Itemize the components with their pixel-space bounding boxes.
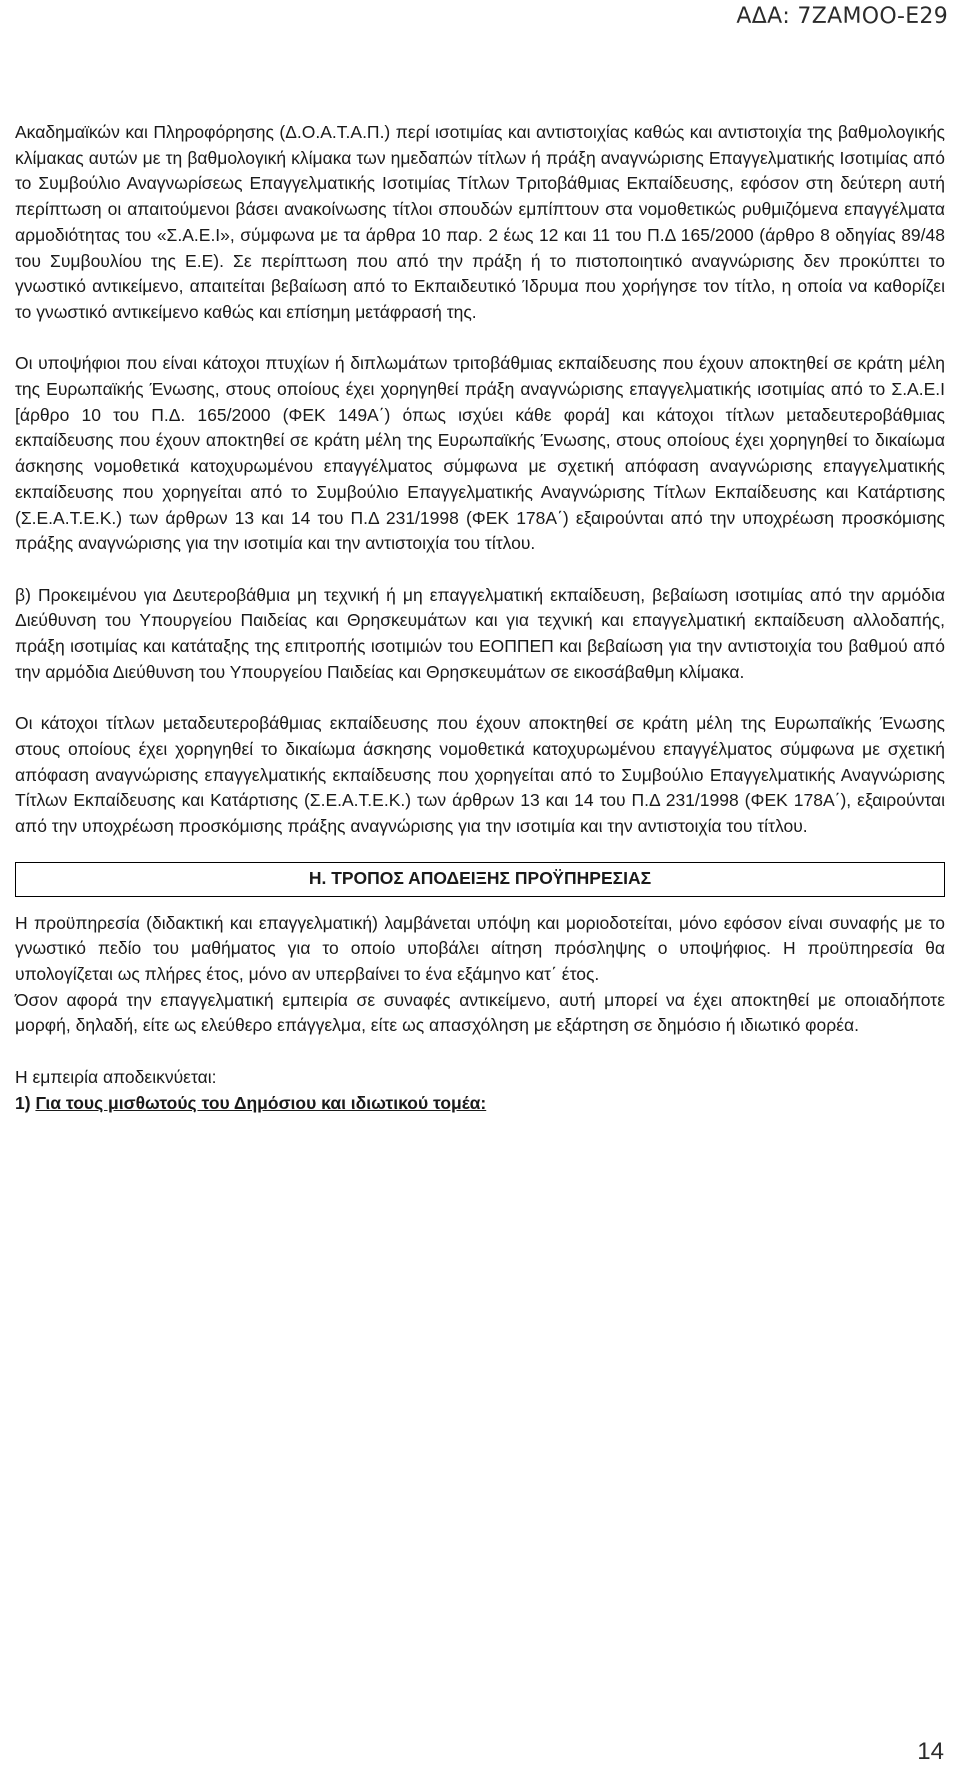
- document-body: [15, 120, 945, 1116]
- list-item-title: Για τους μισθωτούς του Δημόσιου και ιδιωτικού τομέα:: [35, 1092, 487, 1113]
- paragraph-recognition: Ακαδημαϊκών και Πληροφόρησης (Δ.Ο.Α.Τ.Α.Π.) περί ισοτιμίας και αντιστοιχίας καθώς και αντιστοιχία της βαθμολογικής κλίμακας αυτών με τη βαθμολογική κλίμακα των ημεδαπών τίτλων ή πράξη αναγνώρισης Επαγγελματικής Ισοτιμίας από το Συμβούλιο Αναγνωρίσεως Επαγγελματικής Ισοτιμίας Τίτλων Τριτοβάθμιας Εκπαίδευσης, εφόσον στη δεύτερη αυτή περίπτωση οι απαιτούμενοι βάσει ανακοίνωσης τίτλοι σπουδών εμπίπτουν στα νομοθετικώς ρυθμιζόμενα επαγγέλματα αρμοδιότητας του «Σ.Α.Ε.Ι», σύμφωνα με τα άρθρα 10 παρ. 2 έως 12 και 11 του Π.Δ 165/2000 (άρθρο 8 οδηγίας 89/48 του Συμβουλίου της Ε.Ε). Σε περίπτωση που από την πράξη ή το πιστοποιητικό αναγνώρισης δεν προκύπτει το γνωστικό αντικείμενο, απαιτείται βεβαίωση από το Εκπαιδευτικό Ίδρυμα που χορήγησε τον τίτλο, η οποία να καθορίζει το γνωστικό αντικείμενο καθώς και επίσημη μετάφρασή της.: [15, 122, 945, 322]
- list-item-number: 1): [15, 1092, 31, 1113]
- paragraph-professional-experience: Όσον αφορά την επαγγελματική εμπειρία σε συναφές αντικείμενο, αυτή μπορεί να έχει αποκτηθεί με οποιαδήποτε μορφή, δηλαδή, είτε ως ελεύθερο επάγγελμα, είτε ως απασχόληση με εξάρτηση σε δημόσιο ή ιδιωτικό φορέα.: [15, 989, 945, 1036]
- paragraph-eu-holders: Οι υποψήφιοι που είναι κάτοχοι πτυχίων ή διπλωμάτων τριτοβάθμιας εκπαίδευσης που έχουν αποκτηθεί σε κράτη μέλη της Ευρωπαϊκής Ένωσης, στους οποίους έχει χορηγηθεί πράξη αναγνώρισης επαγγελματικής ισοτιμίας από το Σ.Α.Ε.Ι [άρθρο 10 του Π.Δ. 165/2000 (ΦΕΚ 149Α΄) όπως ισχύει κάθε φορά] και κάτοχοι τίτλων μεταδευτεροβάθμιας εκπαίδευσης που έχουν αποκτηθεί σε κράτη μέλη της Ευρωπαϊκής Ένωσης, στους οποίους έχει χορηγηθεί το δικαίωμα άσκησης νομοθετικά κατοχυρωμένου επαγγέλματος σύμφωνα με σχετική απόφαση αναγνώρισης επαγγελματικής εκπαίδευσης που χορηγείται από το Συμβούλιο Επαγγελματικής Αναγνώρισης Τίτλων Εκπαίδευσης και Κατάρτισης (Σ.Ε.Α.Τ.Ε.Κ.) των άρθρων 13 και 14 του Π.Δ 231/1998 (ΦΕΚ 178Α΄) εξαιρούνται από την υποχρέωση προσκόμισης πράξης αναγνώρισης για την ισοτιμία και την αντιστοιχία του τίτλου.: [15, 353, 945, 554]
- page-number: 14: [917, 1738, 944, 1765]
- paragraph-experience: Η προϋπηρεσία (διδακτική και επαγγελματική) λαμβάνεται υπόψη και μοριοδοτείται, μόνο εφόσον είναι συναφής με το γνωστικό πεδίο του μαθήματος για το οποίο υποβάλει αίτηση πρόσληψης ο υποψήφιος. Η προϋπηρεσία θα υπολογίζεται ως πλήρες έτος, μόνο αν υπερβαίνει το ένα εξάμηνο κατ΄ έτος.: [15, 912, 945, 985]
- list-item-employees: [15, 1091, 945, 1117]
- paragraph-secondary-education: β) Προκειμένου για Δευτεροβάθμια μη τεχνική ή μη επαγγελματική εκπαίδευση, βεβαίωση ισοτιμίας από την αρμόδια Διεύθυνση του Υπουργείου Παιδείας και Θρησκευμάτων και για τεχνική και επαγγελματική εκπαίδευση αλλοδαπής, πράξη ισοτιμίας και κατάταξης της επιτροπής ισοτιμιών του ΕΟΠΠΕΠ και βεβαίωση για την αντιστοιχία του βαθμού από την αρμόδια Διεύθυνση του Υπουργείου Παιδείας και Θρησκευμάτων σε εικοσάβαθμη κλίμακα.: [15, 584, 945, 682]
- ada-code: ΑΔΑ: 7ΖΑΜΟΟ-Ε29: [736, 4, 948, 29]
- paragraph-post-secondary: Οι κάτοχοι τίτλων μεταδευτεροβάθμιας εκπαίδευσης που έχουν αποκτηθεί σε κράτη μέλη της Ευρωπαϊκής Ένωσης στους οποίους έχει χορηγηθεί το δικαίωμα άσκησης νομοθετικά κατοχυρωμένου επαγγέλματος σύμφωνα με σχετική απόφαση αναγνώρισης επαγγελματικής εκπαίδευσης που χορηγείται από το Συμβούλιο Επαγγελματικής Αναγνώρισης Τίτλων Εκπαίδευσης και Κατάρτισης (Σ.Ε.Α.Τ.Ε.Κ.) των άρθρων 13 και 14 του Π.Δ 231/1998 (ΦΕΚ 178Α΄), εξαιρούνται από την υποχρέωση προσκόμισης πράξης αναγνώρισης για την ισοτιμία και την αντιστοιχία του τίτλου.: [15, 713, 945, 836]
- paragraph-proof-intro: Η εμπειρία αποδεικνύεται:: [15, 1066, 217, 1087]
- section-heading: Η. ΤΡΟΠΟΣ ΑΠΟΔΕΙΞΗΣ ΠΡΟΫΠΗΡΕΣΙΑΣ: [15, 862, 945, 897]
